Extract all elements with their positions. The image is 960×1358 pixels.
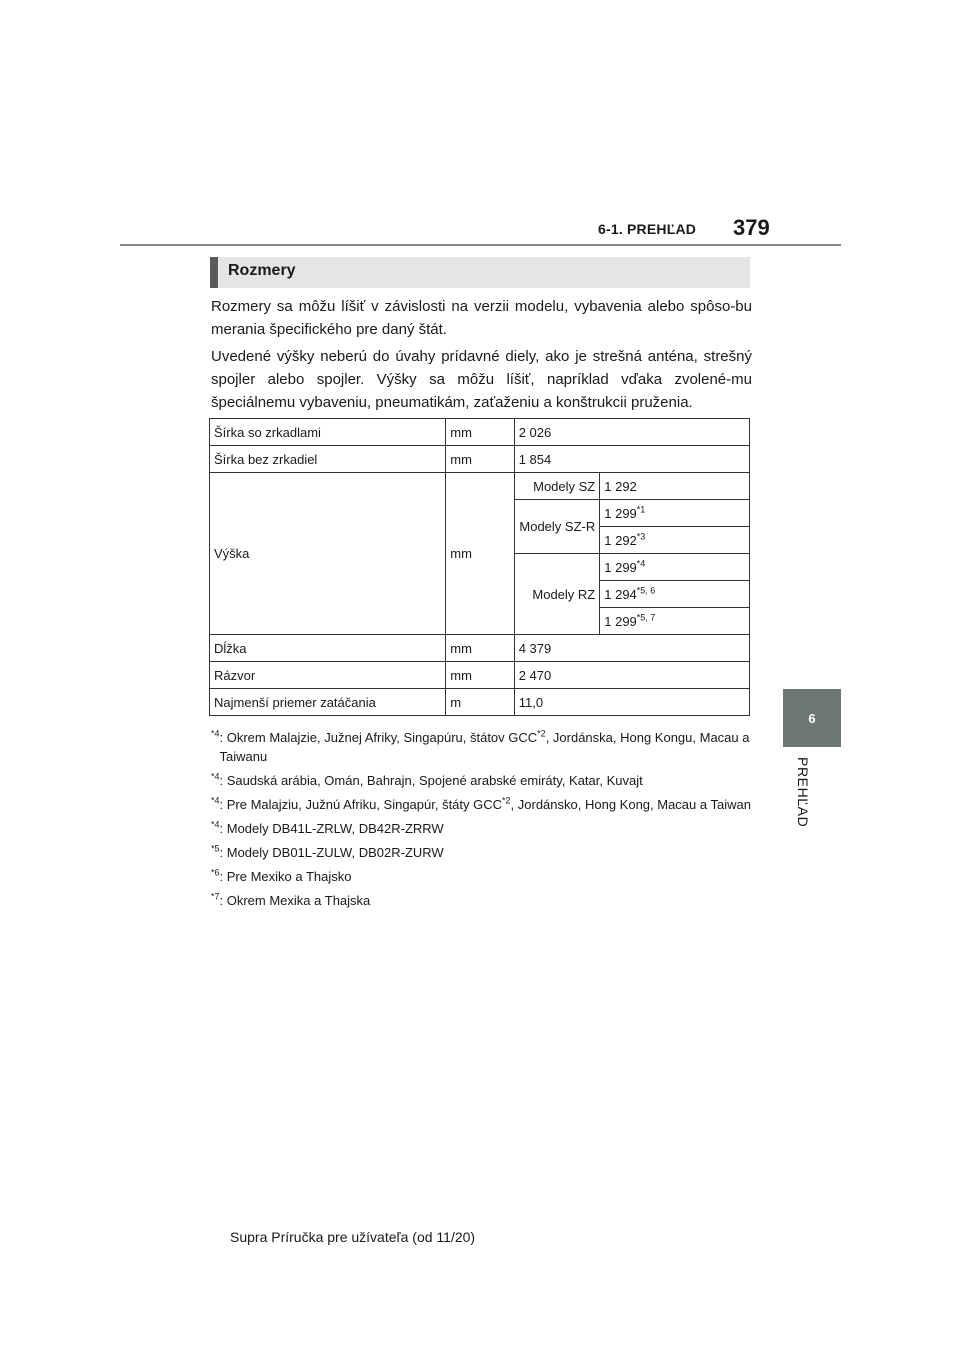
footnote-text: : Pre Malajziu, Južnú Afriku, Singapúr, štáty GCC$^{*2}$, Jordánsko, Hong Kong, Macau a Taiwan: [219, 795, 751, 812]
footnote-ref: *5, 6: [636, 585, 656, 596]
footnote-item: [211, 795, 756, 814]
footnote-text: : Okrem Malajzie, Južnej Afriky, Singapúru, štátov GCC$^{*2}$, Jordánska, Hong Kongu, Macau a Taiwanu: [219, 728, 750, 764]
page-number: 379: [733, 215, 770, 240]
row-value: 1 299$^{*1}$: [600, 500, 750, 527]
chapter-tab: [783, 689, 841, 747]
footnote-text: : Pre Mexiko a Thajsko: [219, 869, 352, 884]
row-unit: mm: [446, 446, 514, 473]
row-value: 11,0: [514, 689, 749, 716]
model-label: Modely SZ: [514, 473, 600, 500]
heading-accent-bar: [210, 257, 218, 288]
chapter-number: 6: [808, 710, 816, 726]
intro-paragraph: Rozmery sa môžu líšiť v závislosti na verzii modelu, vybavenia alebo spôso-bu merania špecifického pre daný štát.: [211, 298, 752, 338]
row-unit: mm: [446, 635, 514, 662]
footnote-ref: *5, 7: [636, 612, 656, 623]
page-footer: Supra Príručka pre užívateľa (od 11/20): [230, 1229, 476, 1245]
row-label: Šírka bez zrkadiel: [210, 446, 446, 473]
row-label: Výška: [210, 473, 446, 635]
footnote-text: : Saudská arábia, Omán, Bahrajn, Spojené arabské emiráty, Katar, Kuvajt: [219, 773, 643, 788]
row-label: Dĺžka: [210, 635, 446, 662]
row-label: Rázvor: [210, 662, 446, 689]
footnote-marker: *4: [211, 819, 220, 830]
row-unit: mm: [446, 662, 514, 689]
footnote-item: [211, 891, 756, 910]
footnote-item: [211, 819, 756, 838]
row-unit: mm: [446, 473, 514, 635]
table-row: [210, 419, 750, 446]
footnote-item: [211, 728, 756, 766]
row-unit: mm: [446, 419, 514, 446]
footnote-ref: *4: [636, 558, 646, 569]
row-label: Šírka so zrkadlami: [210, 419, 446, 446]
footnote-marker: *7: [211, 891, 220, 902]
footnote-ref: *1: [636, 504, 646, 515]
model-label: Modely SZ-R: [514, 500, 600, 554]
header-rule: [120, 244, 841, 246]
footnote-text: : Modely DB01L-ZULW, DB02R-ZURW: [219, 845, 444, 860]
footnote-ref: *3: [636, 531, 646, 542]
footnote-ref: *2: [537, 728, 546, 739]
heading-title: Rozmery: [228, 262, 296, 279]
row-unit: m: [446, 689, 514, 716]
footnotes: [211, 728, 756, 915]
footnote-marker: *4: [211, 771, 220, 782]
row-value: 1 294$^{*5, 6}$: [600, 581, 750, 608]
model-label: Modely RZ: [514, 554, 600, 635]
row-value: 2 470: [514, 662, 749, 689]
row-label: Najmenší priemer zatáčania: [210, 689, 446, 716]
dimensions-table: [209, 418, 750, 716]
footnote-marker: *5: [211, 843, 220, 854]
section-label: 6-1. PREHĽAD: [598, 221, 697, 237]
row-value: 2 026: [514, 419, 749, 446]
footnote-marker: *4: [211, 728, 220, 739]
footnote-item: [211, 867, 756, 886]
table-row: [210, 473, 750, 500]
footnote-marker: *6: [211, 867, 220, 878]
footnote-text: : Modely DB41L-ZRLW, DB42R-ZRRW: [219, 821, 444, 836]
table-row: [210, 635, 750, 662]
row-value: 1 299$^{*5, 7}$: [600, 608, 750, 635]
footnote-item: [211, 843, 756, 862]
table-row: [210, 446, 750, 473]
row-value: 1 292$^{*3}$: [600, 527, 750, 554]
row-value: 4 379: [514, 635, 749, 662]
row-value: 1 299$^{*4}$: [600, 554, 750, 581]
table-row: [210, 689, 750, 716]
footnote-marker: *4: [211, 795, 220, 806]
footnote-text: : Okrem Mexika a Thajska: [219, 893, 371, 908]
row-value: 1 292: [600, 473, 750, 500]
height-note-paragraph: Uvedené výšky neberú do úvahy prídavné diely, ako je strešná anténa, strešný spojler alebo spojler. Výšky sa môžu líšiť, napríklad vďaka zvolené-mu špeciálnemu vybaveniu, pneumatikám, zaťaženiu a konštrukcii pruženia.: [211, 348, 752, 411]
table-row: [210, 662, 750, 689]
section-heading: [210, 257, 750, 288]
row-value: 1 854: [514, 446, 749, 473]
footnote-item: [211, 771, 756, 790]
chapter-side-title: PREHĽAD: [795, 757, 811, 828]
footnote-ref: *2: [502, 795, 511, 806]
